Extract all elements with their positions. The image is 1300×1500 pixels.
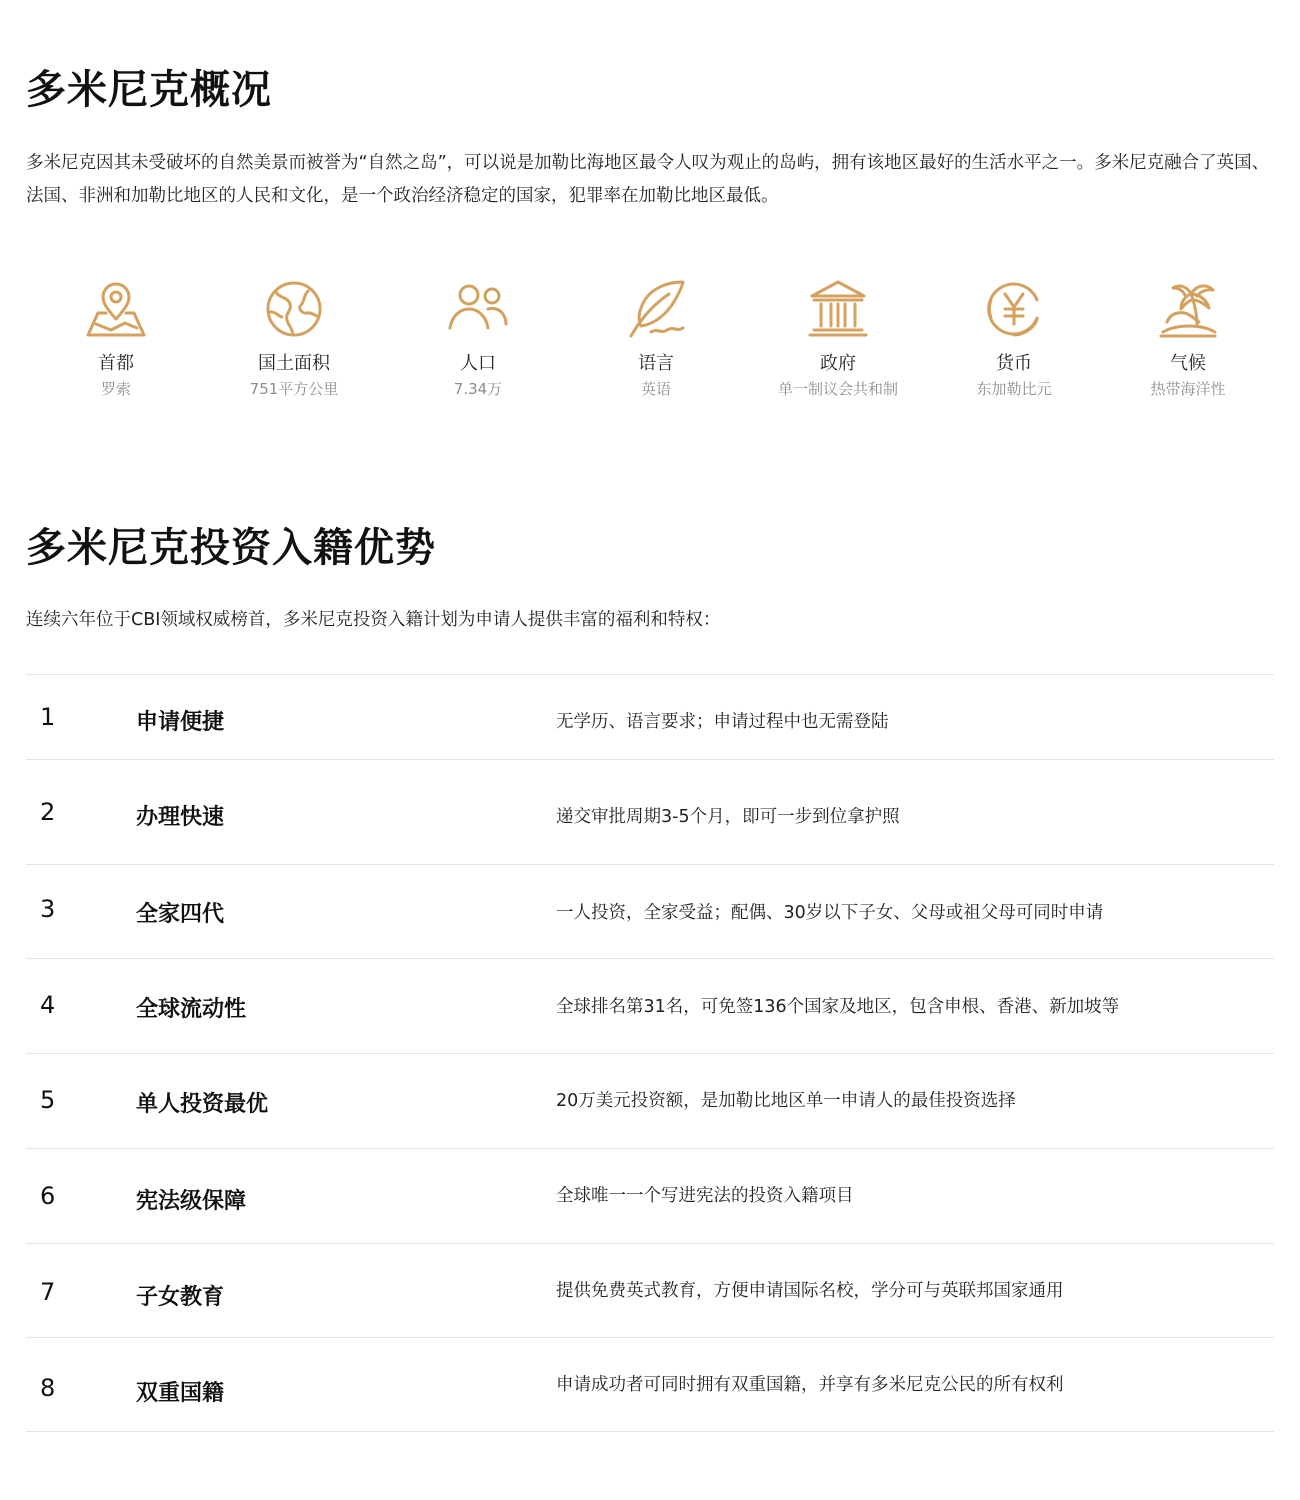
fact-value: 751平方公里 — [249, 380, 339, 398]
yen-coin-icon — [924, 278, 1104, 340]
row-description: 无学历、语言要求；申请过程中也无需登陆 — [556, 712, 889, 732]
row-title: 单人投资最优 — [136, 1092, 269, 1117]
row-title: 全家四代 — [136, 902, 225, 927]
fact-government — [748, 278, 928, 399]
fact-label: 政府 — [820, 353, 856, 374]
row-number: 4 — [40, 991, 56, 1019]
globe-icon — [204, 278, 384, 340]
palm-island-icon — [1098, 278, 1278, 340]
table-row — [26, 674, 1274, 759]
table-row — [26, 958, 1274, 1053]
row-description: 全球排名第31名，可免签136个国家及地区，包含申根、香港、新加坡等 — [556, 997, 1120, 1017]
advantages-table — [26, 674, 1274, 1432]
fact-currency — [924, 278, 1104, 399]
table-row — [26, 1243, 1274, 1337]
fact-label: 人口 — [460, 353, 496, 374]
fact-population — [388, 278, 568, 399]
fact-list — [26, 278, 1274, 408]
fact-climate — [1098, 278, 1278, 399]
table-row — [26, 864, 1274, 958]
overview-title: 多米尼克概况 — [26, 67, 272, 113]
map-pin-icon — [26, 278, 206, 340]
row-description: 一人投资，全家受益；配偶、30岁以下子女、父母或祖父母可同时申请 — [556, 903, 1104, 923]
row-number: 7 — [40, 1278, 56, 1306]
row-number: 5 — [40, 1086, 56, 1114]
advantages-section — [26, 524, 1274, 572]
row-number: 8 — [40, 1374, 56, 1402]
row-title: 全球流动性 — [136, 997, 247, 1022]
government-building-icon — [748, 278, 928, 340]
table-row — [26, 1148, 1274, 1243]
fact-label: 货币 — [996, 353, 1032, 374]
row-title: 双重国籍 — [136, 1381, 225, 1406]
row-number: 3 — [40, 895, 56, 923]
feather-icon — [566, 278, 746, 340]
people-icon — [388, 278, 568, 340]
fact-value: 单一制议会共和制 — [777, 380, 898, 398]
overview-paragraph: 多米尼克因其未受破坏的自然美景而被誉为“自然之岛”，可以说是加勒比海地区最令人叹为观止的岛屿，拥有该地区最好的生活水平之一。多米尼克融合了英国、法国、非洲和加勒比地区的人民和文化，是一个政治经济稳定的国家，犯罪率在加勒比地区最低。 — [26, 153, 1270, 206]
advantages-intro: 连续六年位于CBI领域权威榜首，多米尼克投资入籍计划为申请人提供丰富的福利和特权： — [26, 610, 721, 630]
fact-value: 7.34万 — [453, 380, 503, 398]
row-description: 申请成功者可同时拥有双重国籍，并享有多米尼克公民的所有权利 — [556, 1375, 1064, 1395]
overview-intro-wrap — [26, 147, 1274, 213]
row-title: 子女教育 — [136, 1285, 225, 1310]
row-title: 宪法级保障 — [136, 1189, 247, 1214]
row-title: 申请便捷 — [136, 710, 225, 735]
row-description: 提供免费英式教育，方便申请国际名校，学分可与英联邦国家通用 — [556, 1281, 1064, 1301]
fact-capital — [26, 278, 206, 399]
row-description: 全球唯一一个写进宪法的投资入籍项目 — [556, 1186, 854, 1206]
row-number: 2 — [40, 798, 56, 826]
fact-value: 英语 — [640, 380, 671, 398]
advantages-intro-wrap — [26, 604, 1274, 637]
advantages-title: 多米尼克投资入籍优势 — [26, 525, 436, 571]
row-number: 1 — [40, 703, 56, 731]
row-title: 办理快速 — [136, 805, 225, 830]
fact-language — [566, 278, 746, 399]
overview-section — [26, 66, 1274, 114]
fact-value: 东加勒比元 — [976, 380, 1052, 398]
table-row — [26, 1337, 1274, 1432]
table-row — [26, 759, 1274, 864]
fact-label: 气候 — [1170, 353, 1206, 374]
table-row — [26, 1053, 1274, 1148]
row-number: 6 — [40, 1182, 56, 1210]
fact-value: 热带海洋性 — [1150, 380, 1226, 398]
row-description: 递交审批周期3-5个月，即可一步到位拿护照 — [556, 807, 900, 827]
fact-label: 首都 — [98, 353, 134, 374]
fact-value: 罗索 — [100, 380, 131, 398]
fact-label: 国土面积 — [258, 353, 330, 374]
fact-label: 语言 — [638, 353, 674, 374]
fact-area — [204, 278, 384, 399]
row-description: 20万美元投资额，是加勒比地区单一申请人的最佳投资选择 — [556, 1091, 1016, 1111]
